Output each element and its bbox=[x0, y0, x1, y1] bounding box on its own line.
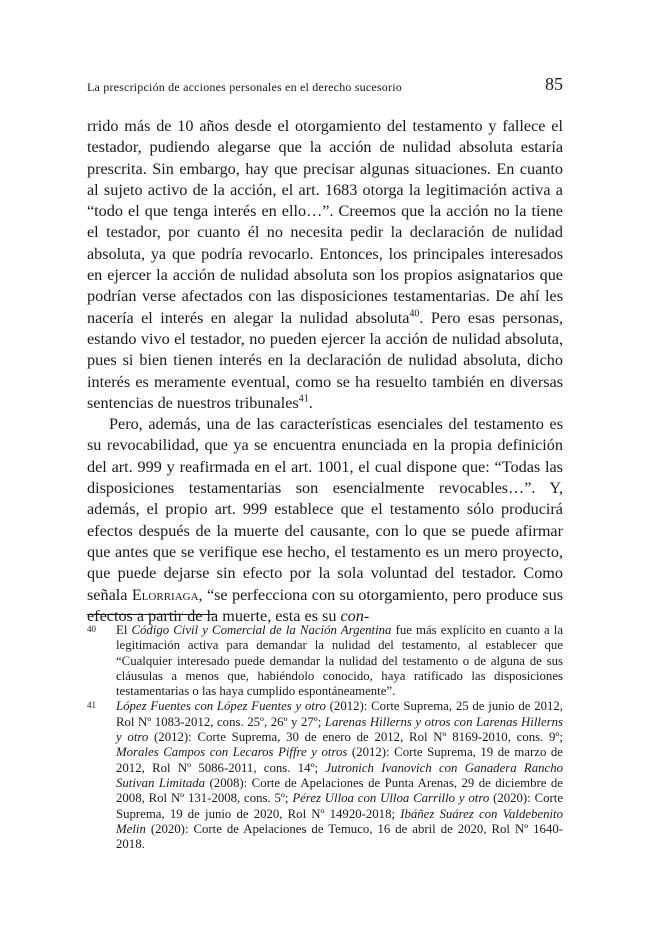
main-text bbox=[87, 116, 563, 627]
author-name: Elorriaga bbox=[131, 585, 199, 604]
footnote-number: 41 bbox=[87, 700, 96, 711]
p1-text-b: . Pero esas personas, estando vivo el testador, no pueden ejercer la acción de nulidad absoluta, pues si bien tienen interés en la declaración de nulidad absoluta, dicho interés es meramente eventual, como se ha resuelto también en diversas sentencias de nuestros tribunales bbox=[87, 308, 563, 412]
running-title: La prescripción de acciones personales en el derecho sucesorio bbox=[87, 80, 402, 94]
fn41-text-2: (2012): Corte Suprema, 30 de enero de 2012, Rol Nº 8169-2010, cons. 9º; bbox=[148, 730, 563, 745]
fn41-case-6: Ibáñez Suárez con Valdebenito Melin bbox=[116, 806, 564, 836]
fn41-text-1: (2012): Corte Suprema, 25 de junio de 2012, Rol Nº 1083-2012, cons. 25º, 26º y 27º; bbox=[116, 699, 564, 729]
footnote-ref-41[interactable]: 41 bbox=[298, 393, 309, 405]
p2-text-a: Pero, además, una de las características esenciales del testamento es su revocabilidad, que ya se encuentra enunciada en la propia definición del art. 999 y reafirmada en el art. 1001, el cual dispone que: “Todas las disposiciones testamentarias son esencialmente revocables…”. Y, además, el propio art. 999 establece que el testamento sólo producirá efectos después de la muerte del causante, con lo que se puede afirmar que antes que se verifique ese hecho, el testamento es un mero proyecto, que puede dejarse sin efecto por la sola voluntad del testador. Como señala bbox=[87, 415, 563, 604]
fn40-text-1: El bbox=[116, 623, 132, 637]
fn41-case-5: Pérez Ulloa con Ulloa Carrillo y otro bbox=[292, 791, 490, 806]
fn41-text-6: (2020): Corte de Apelaciones de Temuco, 16 de abril de 2020, Rol Nº 1640-2018. bbox=[116, 821, 563, 852]
fn41-case-3: Morales Campos con Lecaros Piffre y otros bbox=[116, 745, 348, 760]
fn40-italic-1: Código Civil y Comercial de la Nación Argentina bbox=[131, 623, 392, 637]
paragraph-1 bbox=[87, 116, 563, 414]
running-header bbox=[87, 74, 563, 97]
footnote-ref-40[interactable]: 40 bbox=[409, 308, 420, 320]
page-number: 85 bbox=[545, 74, 563, 94]
fn40-text-2: fue más explícito en cuanto a la legitimación activa para demandar la nulidad del testamento, al establecer que “Cualquier interesado puede demandar la nulidad del testamento o de alguna de sus cláusulas a menos que, habiéndolo conocido, haya ratificado las disposiciones testamentarias o las haya cumplido espontáneamente”. bbox=[116, 623, 564, 699]
p1-text-c: . bbox=[308, 393, 313, 412]
fn41-case-2: Larenas Hillerns y otros con Larenas Hillerns y otro bbox=[116, 714, 563, 745]
footnote-41 bbox=[87, 699, 563, 852]
footnotes bbox=[87, 623, 563, 852]
fn41-text-5: (2020): Corte Suprema, 19 de junio de 2020, Rol Nº 14920-2018; bbox=[116, 791, 563, 821]
p2-italic-end: con- bbox=[340, 606, 370, 625]
fn41-text-4: (2008): Corte de Apelaciones de Punta Arenas, 29 de diciembre de 2008, Rol Nº 131-2008, cons. 5º; bbox=[116, 775, 563, 806]
footnote-separator bbox=[87, 614, 215, 615]
p1-text-a: rrido más de 10 años desde el otorgamiento del testamento y fallece el testador, pudiendo alegarse que la acción de nulidad absoluta estaría prescrita. Sin embargo, hay que precisar algunas situaciones. En cuanto al sujeto activo de la acción, el art. 1683 otorga la legitimación activa a “todo el que tenga interés en ello…”. Creemos que la acción no la tiene el testador, por cuanto él no necesita pedir la declaración de nulidad absoluta, ya que podría revocarlo. Entonces, los principales interesados en ejercer la acción de nulidad absoluta son los propios asignatarios que podrían verse afectados con las disposiciones testamentarias. De ahí les nacería el interés en alegar la nulidad absoluta bbox=[87, 117, 563, 327]
fn41-case-4: Jutronich Ivanovich con Ganadera Rancho Sutivan Limitada bbox=[116, 760, 564, 790]
fn41-case-1: López Fuentes con López Fuentes y otro bbox=[116, 699, 326, 714]
fn41-text-3: (2012): Corte Suprema, 19 de marzo de 2012, Rol Nº 5086-2011, cons. 14º; bbox=[116, 745, 563, 775]
p2-text-b: , “se perfecciona con su otorgamiento, pero produce sus efectos a partir de la muerte, esta es su bbox=[87, 585, 564, 625]
footnote-40 bbox=[87, 623, 563, 699]
paragraph-2 bbox=[87, 414, 563, 627]
footnote-number: 40 bbox=[87, 624, 96, 634]
